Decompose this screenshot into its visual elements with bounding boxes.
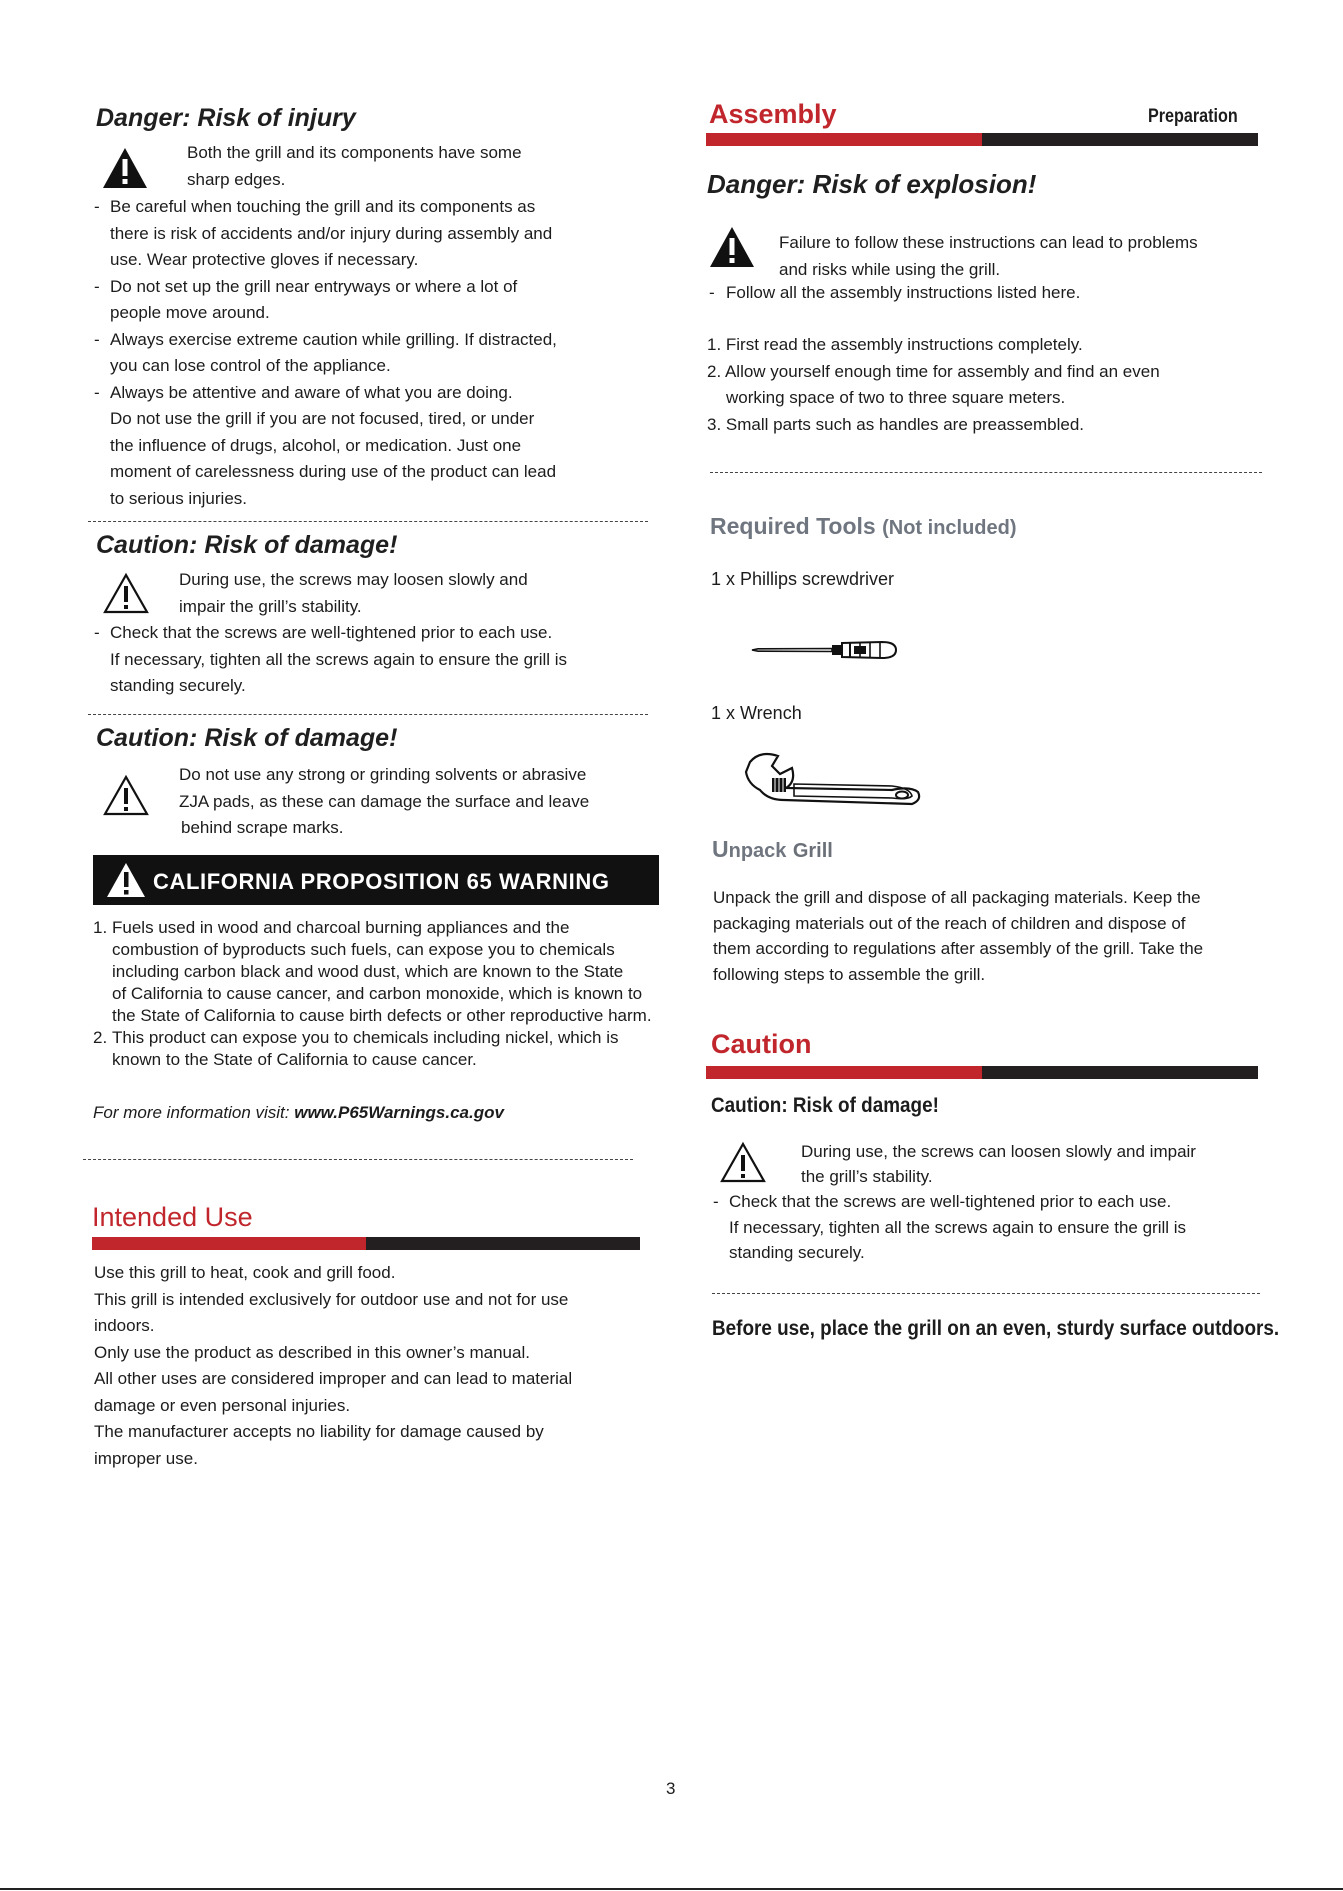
step	[707, 412, 1160, 439]
caution-damage-bullets	[94, 620, 654, 700]
text-line: known to the State of California to cause cancer.	[112, 1050, 477, 1069]
text-line: 1. First read the assembly instructions completely.	[707, 335, 1083, 354]
bullet-item	[94, 327, 654, 380]
text-line: the influence of drugs, alcohol, or medication. Just one	[110, 435, 522, 455]
text-line: you can lose control of the appliance.	[110, 356, 391, 375]
caution-section-intro	[801, 1139, 1196, 1189]
more-info-line	[93, 1103, 504, 1123]
text-line: including carbon black and wood dust, which are known to the State	[112, 962, 624, 981]
bullet-item	[94, 194, 654, 274]
bullet-dash: -	[713, 1192, 719, 1211]
text-line: standing securely.	[729, 1243, 865, 1262]
text-line: standing securely.	[110, 676, 246, 695]
text-line: Both the grill and its components have some	[187, 143, 522, 162]
bullet-dash: -	[94, 623, 100, 642]
divider	[83, 1159, 633, 1160]
text-line: impair the grill’s stability.	[179, 596, 362, 616]
text-line: Unpack the grill and dispose of all packaging materials. Keep the	[713, 888, 1201, 907]
text-line: This product can expose you to chemicals including nickel, which is	[112, 1028, 619, 1047]
text-line: following steps to assemble the grill.	[713, 964, 986, 984]
text-line: During use, the screws can loosen slowly and impair	[801, 1142, 1196, 1161]
danger-explosion-title: Danger: Risk of explosion!	[707, 169, 1037, 199]
text-line: Be careful when touching the grill and its components as	[110, 197, 536, 216]
text-line: use. Wear protective gloves if necessary.	[110, 250, 419, 269]
caution-damage-intro	[179, 567, 528, 620]
text-line: Do not use the grill if you are not focused, tired, or under	[110, 409, 535, 428]
bottom-rule	[0, 1888, 1343, 1890]
text-line: During use, the screws may loosen slowly and	[179, 570, 528, 589]
text-line: to serious injuries.	[110, 488, 248, 508]
intended-use-text	[94, 1260, 572, 1472]
text-line: Check that the screws are well-tightened prior to each use.	[729, 1192, 1172, 1211]
item-number: 1.	[93, 918, 108, 937]
bullet-dash: -	[94, 197, 100, 216]
tool-phillips-label: 1 x Phillips screwdriver	[711, 569, 895, 589]
text-line: Do not set up the grill near entryways or where a lot of	[110, 276, 518, 296]
item-number: 2.	[93, 1028, 108, 1047]
text-line: them according to regulations after assembly of the grill. Take the	[713, 939, 1204, 958]
divider	[88, 714, 648, 715]
divider	[88, 521, 648, 522]
bar-red	[706, 1066, 982, 1079]
page-number: 3	[666, 1779, 676, 1798]
bar-dark	[982, 1066, 1258, 1079]
bar-dark	[982, 133, 1258, 146]
bullet-item	[94, 274, 654, 327]
text-line: Only use the product as described in this owner’s manual.	[94, 1342, 530, 1362]
warning-filled-icon	[101, 146, 149, 190]
text-line: Always exercise extreme caution while grilling. If distracted,	[110, 329, 557, 349]
text-line: Failure to follow these instructions can lead to problems	[779, 233, 1198, 252]
caution-section-title: Caution	[711, 1029, 812, 1059]
caution-damage-title: Caution: Risk of damage!	[96, 724, 398, 752]
text-line: there is risk of accidents and/or injury during assembly and	[110, 223, 553, 243]
prop65-item	[93, 917, 683, 1027]
text-line: moment of carelessness during use of the product can lead	[110, 462, 557, 481]
grill-word: Grill	[792, 840, 833, 862]
step	[707, 332, 1160, 359]
divider	[710, 472, 1262, 473]
caution-damage-title: Caution: Risk of damage!	[96, 531, 398, 559]
danger-explosion-bullets	[709, 280, 1080, 307]
bullet-dash: -	[709, 283, 715, 302]
intended-use-title: Intended Use	[92, 1202, 253, 1232]
unpack-grill-title	[712, 836, 833, 863]
text-line: damage or even personal injuries.	[94, 1395, 351, 1415]
bullet-item	[94, 380, 654, 513]
text-line: All other uses are considered improper and can lead to material	[94, 1369, 573, 1388]
text-line: Fuels used in wood and charcoal burning appliances and the	[112, 918, 570, 937]
warning-filled-icon	[105, 861, 147, 899]
bullet-item	[94, 620, 654, 700]
warning-outline-icon	[103, 774, 149, 816]
required-tools-label: Required Tools	[710, 513, 876, 539]
bullet-item	[713, 1189, 1186, 1266]
text-line: indoors.	[94, 1316, 155, 1335]
assembly-title: Assembly	[709, 99, 837, 129]
danger-explosion-intro	[779, 230, 1198, 283]
text-line: If necessary, tighten all the screws again to ensure the grill is	[729, 1217, 1187, 1237]
text-line: Check that the screws are well-tightened prior to each use.	[110, 623, 553, 642]
danger-injury-intro	[187, 140, 522, 193]
divider	[712, 1293, 1260, 1294]
danger-injury-title: Danger: Risk of injury	[96, 104, 356, 132]
p65-link[interactable]: www.P65Warnings.ca.gov	[294, 1103, 504, 1122]
text-line: packaging materials out of the reach of children and dispose of	[713, 913, 1186, 933]
required-tools-title	[710, 513, 1017, 540]
prop65-banner-label: CALIFORNIA PROPOSITION 65 WARNING	[153, 869, 610, 894]
section-bar	[92, 1237, 640, 1250]
text-line: The manufacturer accepts no liability for damage caused by	[94, 1422, 544, 1441]
screwdriver-icon	[750, 634, 904, 666]
before-use-note: Before use, place the grill on an even, sturdy surface outdoors.	[712, 1317, 1280, 1340]
required-tools-note: (Not included)	[882, 517, 1017, 539]
bullet-dash: -	[94, 382, 100, 402]
text-line: people move around.	[110, 303, 270, 322]
text-line: of California to cause cancer, and carbon monoxide, which is known to	[112, 984, 643, 1003]
preparation-label: Preparation	[1148, 106, 1238, 127]
prop65-list	[93, 917, 683, 1071]
caution-section-subtitle: Caution: Risk of damage!	[711, 1094, 939, 1117]
text-line: improper use.	[94, 1448, 198, 1468]
caution-section-bullets	[713, 1189, 1186, 1266]
text-line: ZJA pads, as these can damage the surface and leave	[179, 791, 590, 811]
prop65-banner	[93, 855, 659, 905]
bullet-item	[709, 280, 1080, 307]
step	[707, 359, 1160, 412]
text-line: behind scrape marks.	[181, 818, 344, 837]
wrench-icon	[742, 748, 924, 814]
section-bar	[706, 1066, 1258, 1079]
text-line: combustion of byproducts such fuels, can expose you to chemicals	[112, 940, 615, 959]
text-line: sharp edges.	[187, 169, 286, 189]
tool-wrench-label: 1 x Wrench	[711, 703, 802, 723]
bullet-dash: -	[94, 276, 100, 296]
caution-damage-2-intro	[179, 762, 589, 842]
danger-injury-bullets	[94, 194, 654, 512]
bar-dark	[366, 1237, 640, 1250]
more-info-prefix: For more information visit:	[93, 1103, 295, 1122]
unpack-text	[713, 885, 1203, 987]
bar-red	[706, 133, 982, 146]
text-line: Do not use any strong or grinding solvents or abrasive	[179, 765, 587, 784]
bar-red	[92, 1237, 366, 1250]
text-line: the grill’s stability.	[801, 1167, 933, 1186]
text-line: 2. Allow yourself enough time for assembly and find an even	[707, 361, 1160, 381]
text-line: Always be attentive and aware of what you are doing.	[110, 382, 513, 402]
text-line: Follow all the assembly instructions listed here.	[726, 283, 1081, 302]
section-bar	[706, 133, 1258, 146]
text-line: If necessary, tighten all the screws again to ensure the grill is	[110, 649, 568, 669]
warning-filled-icon	[708, 225, 756, 269]
text-line: the State of California to cause birth defects or other reproductive harm.	[112, 1006, 652, 1025]
bullet-dash: -	[94, 329, 100, 349]
assembly-steps	[707, 332, 1160, 438]
text-line: 3. Small parts such as handles are preassembled.	[707, 414, 1085, 434]
text-line: Use this grill to heat, cook and grill food.	[94, 1263, 396, 1282]
text-line: working space of two to three square meters.	[726, 388, 1066, 407]
warning-outline-icon	[720, 1141, 766, 1183]
text-line: and risks while using the grill.	[779, 259, 1001, 279]
prop65-item	[93, 1027, 683, 1071]
unpack-initial: U	[712, 836, 729, 862]
warning-outline-icon	[103, 572, 149, 614]
text-line: This grill is intended exclusively for outdoor use and not for use	[94, 1289, 569, 1309]
unpack-word: npack	[728, 840, 787, 862]
